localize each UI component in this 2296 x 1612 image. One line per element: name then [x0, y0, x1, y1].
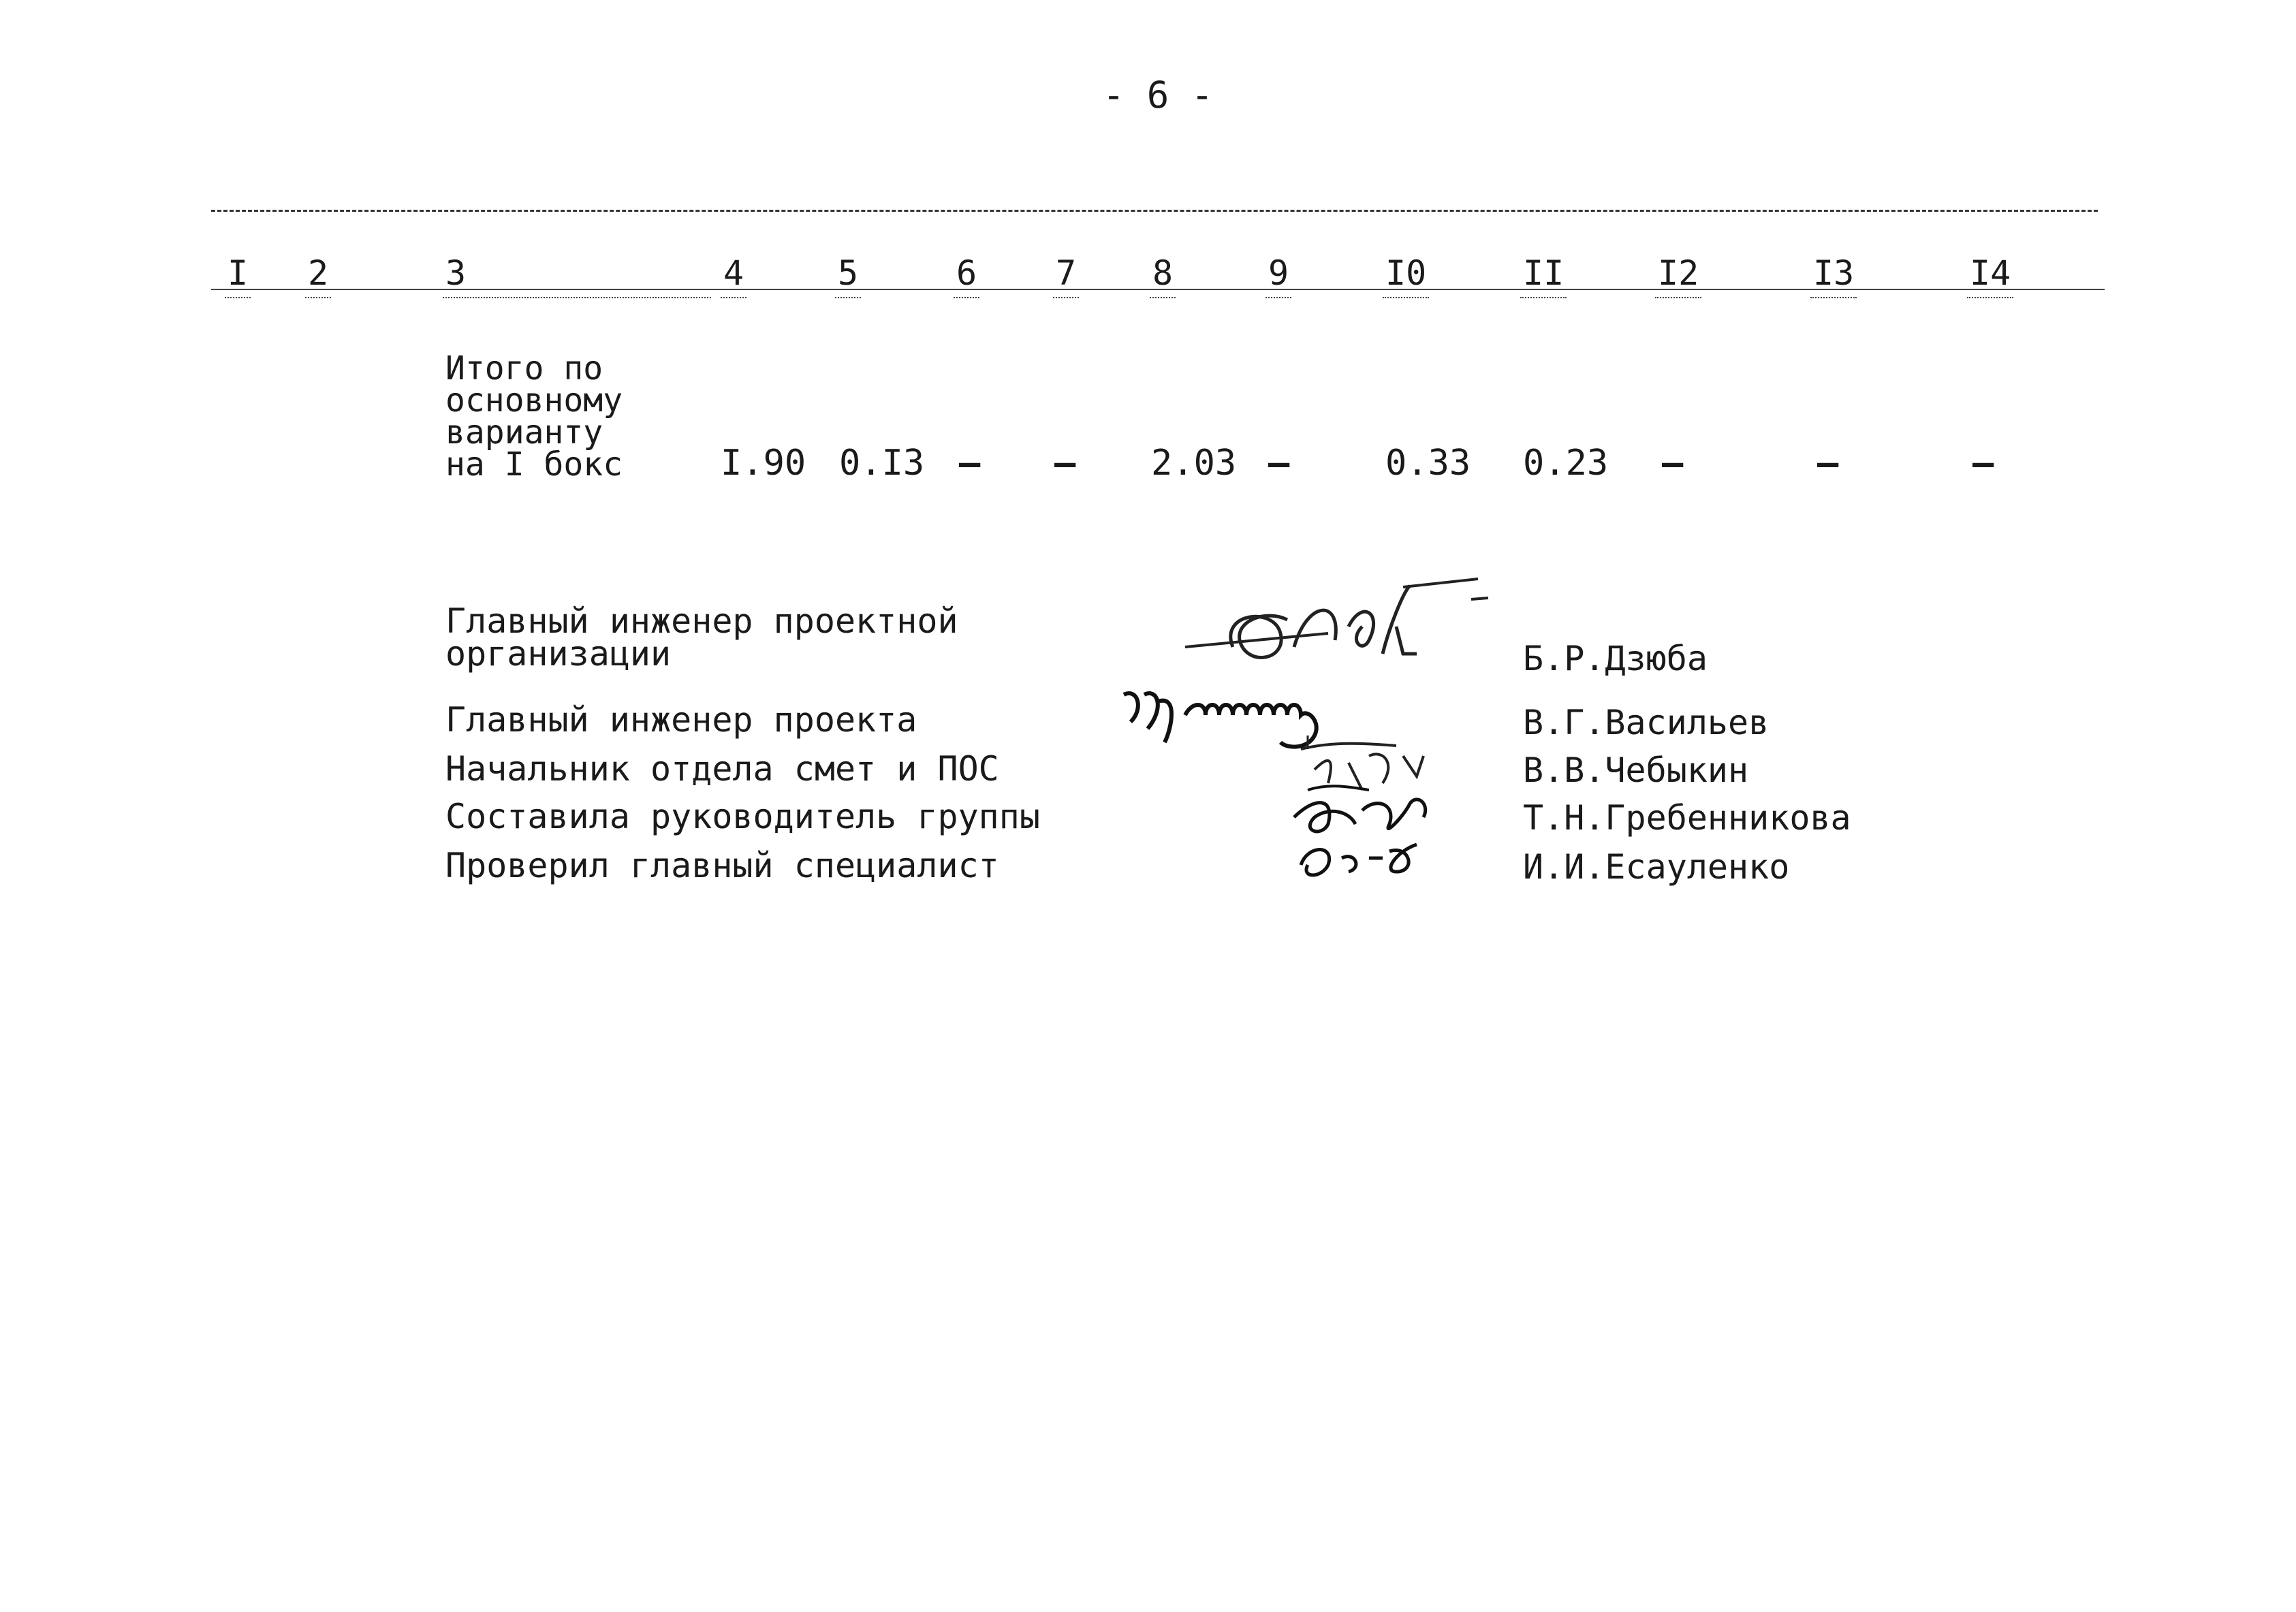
signatory-title: Проверил главный специалист	[445, 846, 999, 885]
cell-col11: 0.23	[1523, 443, 1609, 484]
column-number: 9	[1265, 253, 1291, 298]
signatory-name: В.Г.Васильев	[1523, 703, 1770, 742]
cell-col14: –	[1972, 443, 1994, 484]
column-number: 3	[443, 253, 711, 298]
cell-col7: –	[1054, 443, 1076, 484]
cell-col6: –	[959, 443, 981, 484]
label-line: варианту	[445, 413, 603, 452]
column-number: II	[1520, 253, 1567, 298]
column-number: 8	[1150, 253, 1176, 298]
column-number: I0	[1383, 253, 1429, 298]
table-header-rule	[211, 289, 2105, 290]
handwritten-signature	[1294, 831, 1430, 885]
signatory-name: Б.Р.Дзюба	[1523, 639, 1708, 678]
title-line: организации	[445, 634, 672, 674]
cell-col4: I.90	[721, 443, 806, 484]
column-number: I2	[1655, 253, 1701, 298]
total-row-label	[445, 349, 623, 484]
label-line: основному	[445, 381, 623, 420]
cell-col9: –	[1268, 443, 1290, 484]
column-number: 5	[835, 253, 861, 298]
column-number: I3	[1810, 253, 1857, 298]
handwritten-signature	[1178, 572, 1492, 681]
signatory-title	[445, 601, 958, 674]
page-number: - 6 -	[1102, 74, 1214, 116]
column-number: 4	[721, 253, 746, 298]
title-line: Главный инженер проектной	[445, 601, 958, 641]
cell-col12: –	[1662, 443, 1684, 484]
signatory-title: Составила руководитель группы	[445, 797, 1040, 836]
column-number: I4	[1967, 253, 2013, 298]
column-number: 6	[954, 253, 979, 298]
cell-col13: –	[1817, 443, 1839, 484]
column-number: I	[225, 253, 251, 298]
signatory-name: Т.Н.Гребенникова	[1523, 798, 1851, 838]
signatory-name: И.И.Есауленко	[1523, 847, 1790, 887]
table-top-rule	[211, 210, 2098, 212]
column-number: 2	[305, 253, 331, 298]
column-number: 7	[1053, 253, 1079, 298]
cell-col5: 0.I3	[839, 443, 925, 484]
signatory-title: Главный инженер проекта	[445, 700, 917, 740]
cell-col8: 2.03	[1151, 443, 1237, 484]
cell-col10: 0.33	[1385, 443, 1471, 484]
signatory-name: В.В.Чебыкин	[1523, 750, 1749, 790]
label-line: Итого по	[445, 349, 603, 388]
signatory-title: Начальник отдела смет и ПОС	[445, 749, 999, 789]
label-line: на I бокс	[445, 445, 623, 484]
